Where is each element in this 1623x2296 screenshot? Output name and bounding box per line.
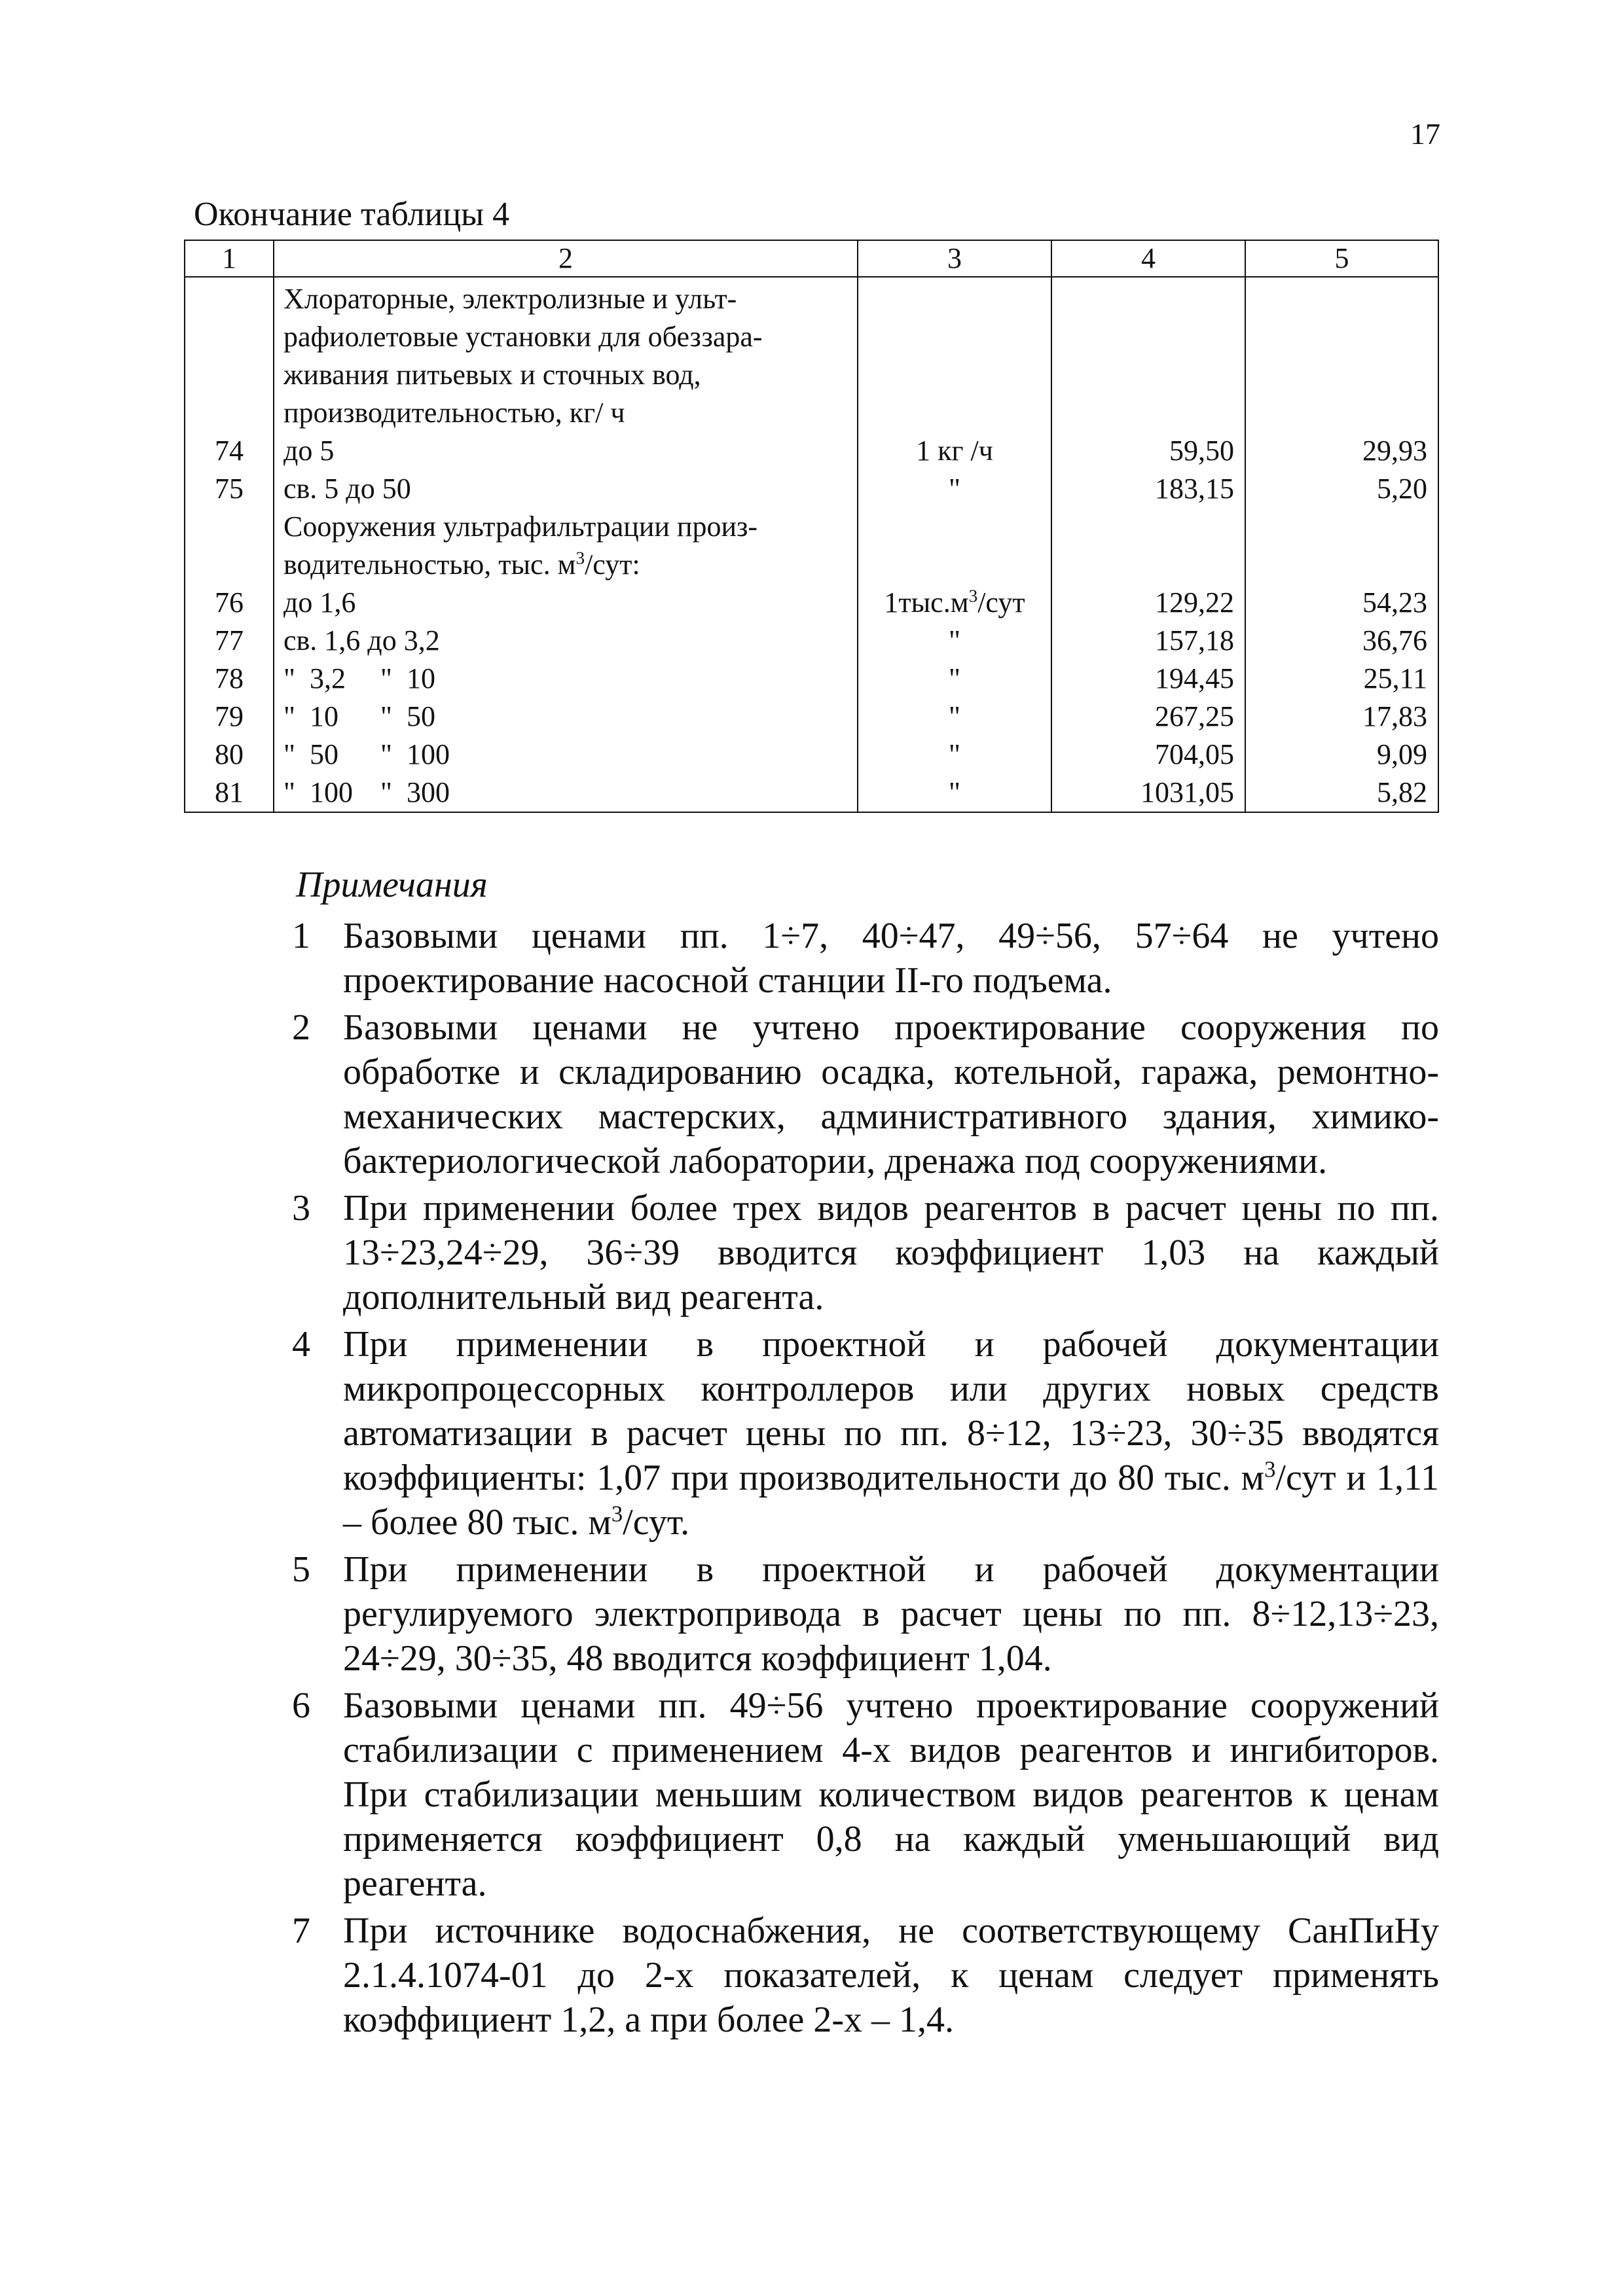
note-item	[282, 1683, 1439, 1906]
row-value-col5: 54,23	[1245, 584, 1438, 622]
page-number: 17	[1410, 117, 1440, 151]
table-row-group-title	[185, 546, 1438, 584]
note-text: При применении в проектной и рабочей документации микропроцессорных контроллеров или других новых средств автоматизации в расчет цены по пп. 8÷12, 13÷23, 30÷35 вводятся коэффициенты: 1,07 при производительности до 80 тыс. $м^3$/сут и 1,11 – более 80 тыс. $м^3$/сут.	[343, 1324, 1440, 1543]
row-value-col4: 129,22	[1051, 584, 1245, 622]
row-value-col5: 36,76	[1245, 622, 1438, 660]
row-description: св. 5 до 50	[274, 470, 858, 508]
table-row	[185, 432, 1438, 470]
row-number: 75	[185, 470, 274, 508]
row-description: " 50 " 100	[274, 736, 858, 774]
column-header: 4	[1051, 240, 1245, 277]
column-header: 5	[1245, 240, 1438, 277]
row-value-col5: 29,93	[1245, 432, 1438, 470]
table-row	[185, 774, 1438, 812]
note-number: 5	[292, 1549, 310, 1590]
note-number: 3	[292, 1188, 310, 1229]
row-unit: "	[858, 470, 1051, 508]
group-title-line: живания питьевых и сточных вод,	[274, 356, 858, 394]
row-value-col4: 194,45	[1051, 660, 1245, 698]
row-value-col5: 9,09	[1245, 736, 1438, 774]
group-title-line: производительностью, кг/ ч	[274, 394, 858, 432]
note-item	[282, 1186, 1439, 1319]
row-value-col4: 183,15	[1051, 470, 1245, 508]
table-row-group-title	[185, 356, 1438, 394]
note-item	[282, 1909, 1439, 2042]
note-item	[282, 1005, 1439, 1183]
table-row	[185, 584, 1438, 622]
note-text: Базовыми ценами пп. 49÷56 учтено проектирование сооружений стабилизации с применением 4-х видов реагентов и ингибиторов. При стабилизации меньшим количеством видов реагентов к ценам применяется коэффициент 0,8 на каждый уменьшающий вид реагента.	[343, 1685, 1439, 1904]
row-description: до 1,6	[274, 584, 858, 622]
row-description: " 100 " 300	[274, 774, 858, 812]
group-title-line: Сооружения ультрафильтрации произ-	[274, 508, 858, 546]
group-title-line: Хлораторные, электролизные и ульт-	[274, 277, 858, 318]
row-number: 80	[185, 736, 274, 774]
note-text: При источнике водоснабжения, не соответствующему СанПиНу 2.1.4.1074-01 до 2-х показателей, к ценам следует применять коэффициент 1,2, а при более 2-х – 1,4.	[343, 1910, 1439, 2040]
price-table	[184, 240, 1439, 813]
table-row	[185, 736, 1438, 774]
note-number: 6	[292, 1685, 310, 1726]
table-row-group-title	[185, 277, 1438, 318]
row-number: 81	[185, 774, 274, 812]
notes-list	[282, 914, 1439, 2045]
table-row-group-title	[185, 508, 1438, 546]
note-text: При применении в проектной и рабочей документации регулируемого электропривода в расчет цены по пп. 8÷12,13÷23, 24÷29, 30÷35, 48 вводится коэффициент 1,04.	[343, 1549, 1439, 1679]
row-value-col4: 157,18	[1051, 622, 1245, 660]
row-description: " 3,2 " 10	[274, 660, 858, 698]
note-text: При применении более трех видов реагентов в расчет цены по пп. 13÷23,24÷29, 36÷39 вводится коэффициент 1,03 на каждый дополнительный вид реагента.	[343, 1188, 1439, 1318]
table-row	[185, 622, 1438, 660]
note-number: 4	[292, 1324, 310, 1365]
row-number: 76	[185, 584, 274, 622]
row-value-col5: 5,82	[1245, 774, 1438, 812]
row-number: 78	[185, 660, 274, 698]
row-value-col4: 267,25	[1051, 698, 1245, 736]
row-unit: "	[858, 660, 1051, 698]
column-header: 3	[858, 240, 1051, 277]
note-item	[282, 1547, 1439, 1681]
table-row	[185, 698, 1438, 736]
row-unit: "	[858, 774, 1051, 812]
row-value-col5: 25,11	[1245, 660, 1438, 698]
note-number: 7	[292, 1910, 310, 1951]
row-unit: "	[858, 736, 1051, 774]
group-title-line: водительностью, тыс. $м^3$/сут:	[274, 546, 858, 584]
table-row	[185, 470, 1438, 508]
row-unit: "	[858, 698, 1051, 736]
row-description: св. 1,6 до 3,2	[274, 622, 858, 660]
note-item	[282, 914, 1439, 1003]
row-description: до 5	[274, 432, 858, 470]
row-number: 79	[185, 698, 274, 736]
table-header-row	[185, 240, 1438, 277]
row-unit: "	[858, 622, 1051, 660]
group-title-line: рафиолетовые установки для обеззара-	[274, 318, 858, 356]
note-item	[282, 1322, 1439, 1545]
row-value-col5: 5,20	[1245, 470, 1438, 508]
column-header: 2	[274, 240, 858, 277]
note-number: 1	[292, 916, 310, 956]
row-description: " 10 " 50	[274, 698, 858, 736]
column-header: 1	[185, 240, 274, 277]
row-value-col4: 59,50	[1051, 432, 1245, 470]
table-caption: Окончание таблицы 4	[194, 196, 510, 233]
table-row-group-title	[185, 318, 1438, 356]
row-unit: 1 кг /ч	[858, 432, 1051, 470]
row-number: 77	[185, 622, 274, 660]
row-value-col4: 704,05	[1051, 736, 1245, 774]
table-row-group-title	[185, 394, 1438, 432]
note-text: Базовыми ценами не учтено проектирование сооружения по обработке и складированию осадка, котельной, гаража, ремонтно-механических мастерских, административного здания, химико-бактериологической лаборатории, дренажа под сооружениями.	[343, 1007, 1439, 1181]
row-number: 74	[185, 432, 274, 470]
notes-title: Примечания	[296, 865, 488, 905]
note-number: 2	[292, 1007, 310, 1048]
row-value-col5: 17,83	[1245, 698, 1438, 736]
row-value-col4: 1031,05	[1051, 774, 1245, 812]
table-row	[185, 660, 1438, 698]
note-text: Базовыми ценами пп. 1÷7, 40÷47, 49÷56, 57÷64 не учтено проектирование насосной станции II-го подъема.	[343, 916, 1439, 1001]
row-unit: $1тыс.м^3$/сут	[858, 584, 1051, 622]
